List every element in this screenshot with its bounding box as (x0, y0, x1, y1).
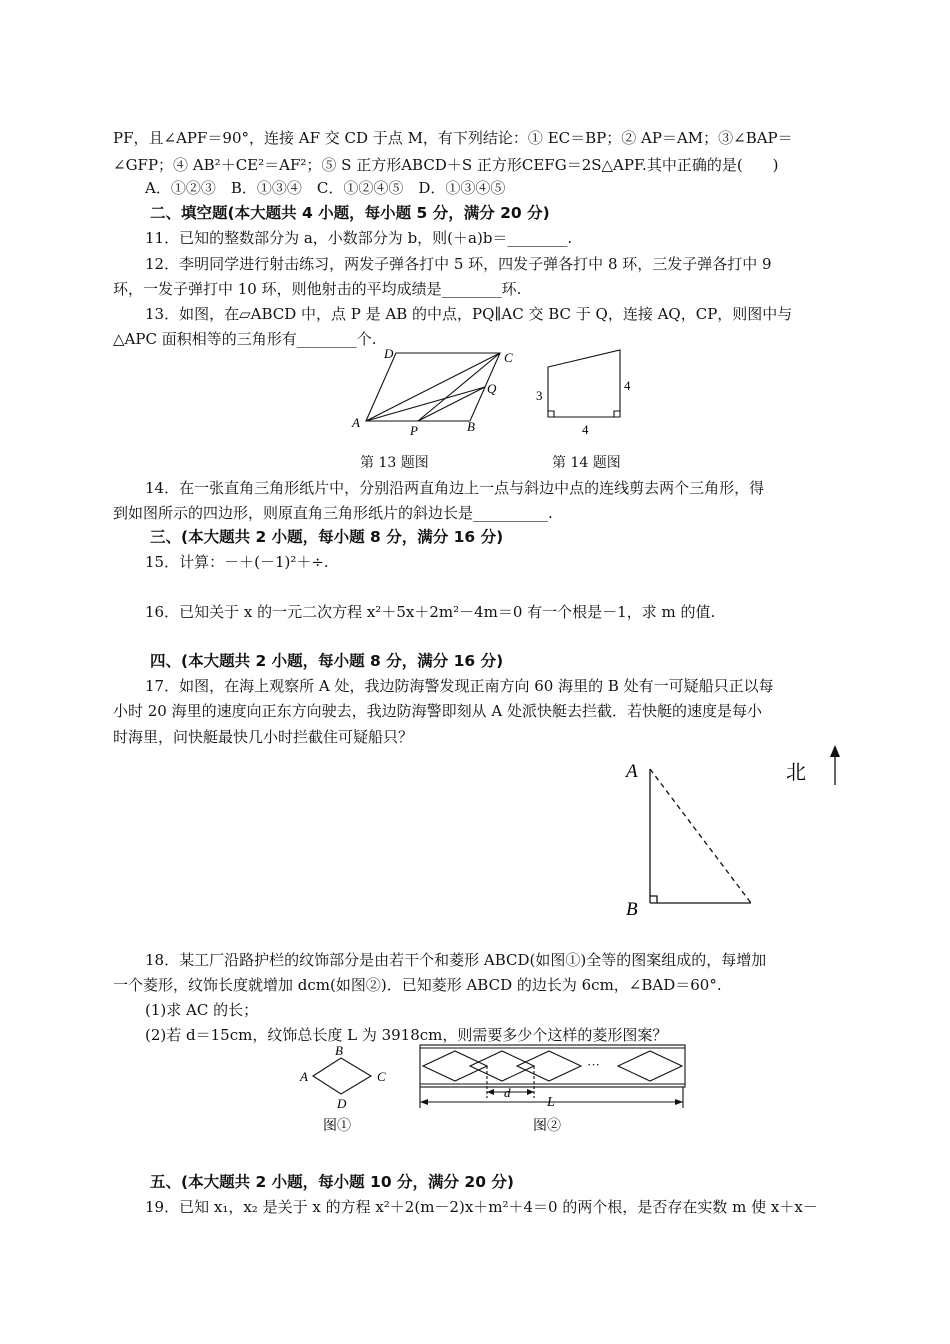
q13-line1: 13．如图，在▱ABCD 中，点 P 是 AB 的中点，PQ∥AC 交 BC 于 Q，连接 AQ，CP，则图中与 (145, 305, 793, 323)
q10-line2: ∠GFP；④ AB²＋CE²＝AF²；⑤ S 正方形ABCD＋S 正方形CEFG＝2S△APF.其中正确的是( ) (113, 156, 779, 174)
q12-line1: 12．李明同学进行射击练习，两发子弹各打中 5 环，四发子弹各打中 8 环，三发子弹各打中 9 (145, 255, 772, 273)
q11: 11．已知的整数部分为 a，小数部分为 b，则(＋a)b＝________. (145, 229, 573, 247)
fig18-caption-2: 图② (533, 1119, 561, 1134)
fig18-label-l: L (547, 1095, 555, 1110)
fig13-label-q: Q (487, 381, 497, 396)
q14-line1: 14．在一张直角三角形纸片中，分别沿两直角边上一点与斜边中点的连线剪去两个三角形，得 (145, 479, 765, 497)
figure-17 (620, 745, 850, 925)
fig18-label-a: A (300, 1069, 308, 1084)
fig13-label-a: A (352, 415, 360, 430)
q17-line2: 小时 20 海里的速度向正东方向驶去，我边防海警即刻从 A 处派快艇去拦截．若快艇的速度是每小 (113, 702, 762, 720)
fig17-label-a: A (626, 761, 638, 782)
q19: 19．已知 x₁，x₂ 是关于 x 的方程 x²＋2(m－2)x＋m²＋4＝0 的两个根，是否存在实数 m 使 x＋x－ (145, 1198, 818, 1216)
section-2-heading: 二、填空题(本大题共 4 小题，每小题 5 分，满分 20 分) (150, 204, 550, 222)
q10-line1: PF，且∠APF＝90°，连接 AF 交 CD 于点 M，有下列结论：① EC＝BP；② AP＝AM；③∠BAP＝ (113, 129, 793, 147)
section-3-heading: 三、(本大题共 2 小题，每小题 8 分，满分 16 分) (150, 528, 504, 546)
figure-18-1 (295, 1040, 395, 1134)
figure-18-2 (415, 1040, 695, 1134)
fig14-label-right: 4 (624, 378, 631, 393)
section-4-heading: 四、(本大题共 2 小题，每小题 8 分，满分 16 分) (150, 652, 504, 670)
fig18-label-d: D (337, 1096, 347, 1111)
fig17-label-b: B (626, 899, 638, 920)
fig13-label-d: D (384, 346, 394, 361)
fig17-label-north: 北 (786, 762, 806, 784)
fig13-label-c: C (504, 350, 513, 365)
fig18-dots: ··· (587, 1057, 600, 1072)
q18-line1: 18．某工厂沿路护栏的纹饰部分是由若干个和菱形 ABCD(如图①)全等的图案组成的，每增加 (145, 951, 767, 969)
q14-line2: 到如图所示的四边形，则原直角三角形纸片的斜边长是__________. (113, 504, 553, 522)
fig18-caption-1: 图① (323, 1119, 351, 1134)
fig18-label-c: C (377, 1069, 386, 1084)
fig18-label-b: B (335, 1043, 343, 1058)
figure-14 (530, 345, 640, 445)
fig13-label-p: P (410, 423, 418, 438)
q18-part1: (1)求 AC 的长； (145, 1001, 259, 1019)
fig13-caption: 第 13 题图 (360, 455, 429, 471)
fig18-label-dist-d: d (504, 1085, 511, 1100)
fig13-label-b: B (467, 419, 475, 434)
q18-part2: (2)若 d＝15cm，纹饰总长度 L 为 3918cm，则需要多少个这样的菱形图案？ (145, 1026, 668, 1044)
q18-line2: 一个菱形，纹饰长度就增加 dcm(如图②)．已知菱形 ABCD 的边长为 6cm，∠BAD＝60°. (113, 976, 722, 994)
q13-line2: △APC 面积相等的三角形有________个. (113, 330, 377, 348)
q17-line1: 17．如图，在海上观察所 A 处，我边防海警发现正南方向 60 海里的 B 处有一可疑船只正以每 (145, 677, 774, 695)
q17-line3: 时海里，问快艇最快几小时拦截住可疑船只？ (113, 728, 414, 746)
figure-13 (340, 345, 540, 445)
fig14-label-left: 3 (536, 388, 543, 403)
fig14-caption: 第 14 题图 (552, 455, 621, 471)
fig14-label-bottom: 4 (582, 422, 589, 437)
q15: 15．计算：－＋(－1)²＋÷. (145, 553, 329, 571)
q10-options: A．①②③ B．①③④ C．①②④⑤ D．①③④⑤ (145, 179, 506, 197)
q16: 16．已知关于 x 的一元二次方程 x²＋5x＋2m²－4m＝0 有一个根是－1，求 m 的值. (145, 603, 716, 621)
north-arrow-icon (830, 745, 840, 757)
q12-line2: 环，一发子弹打中 10 环，则他射击的平均成绩是________环. (113, 280, 522, 298)
section-5-heading: 五、(本大题共 2 小题，每小题 10 分，满分 20 分) (150, 1173, 514, 1191)
